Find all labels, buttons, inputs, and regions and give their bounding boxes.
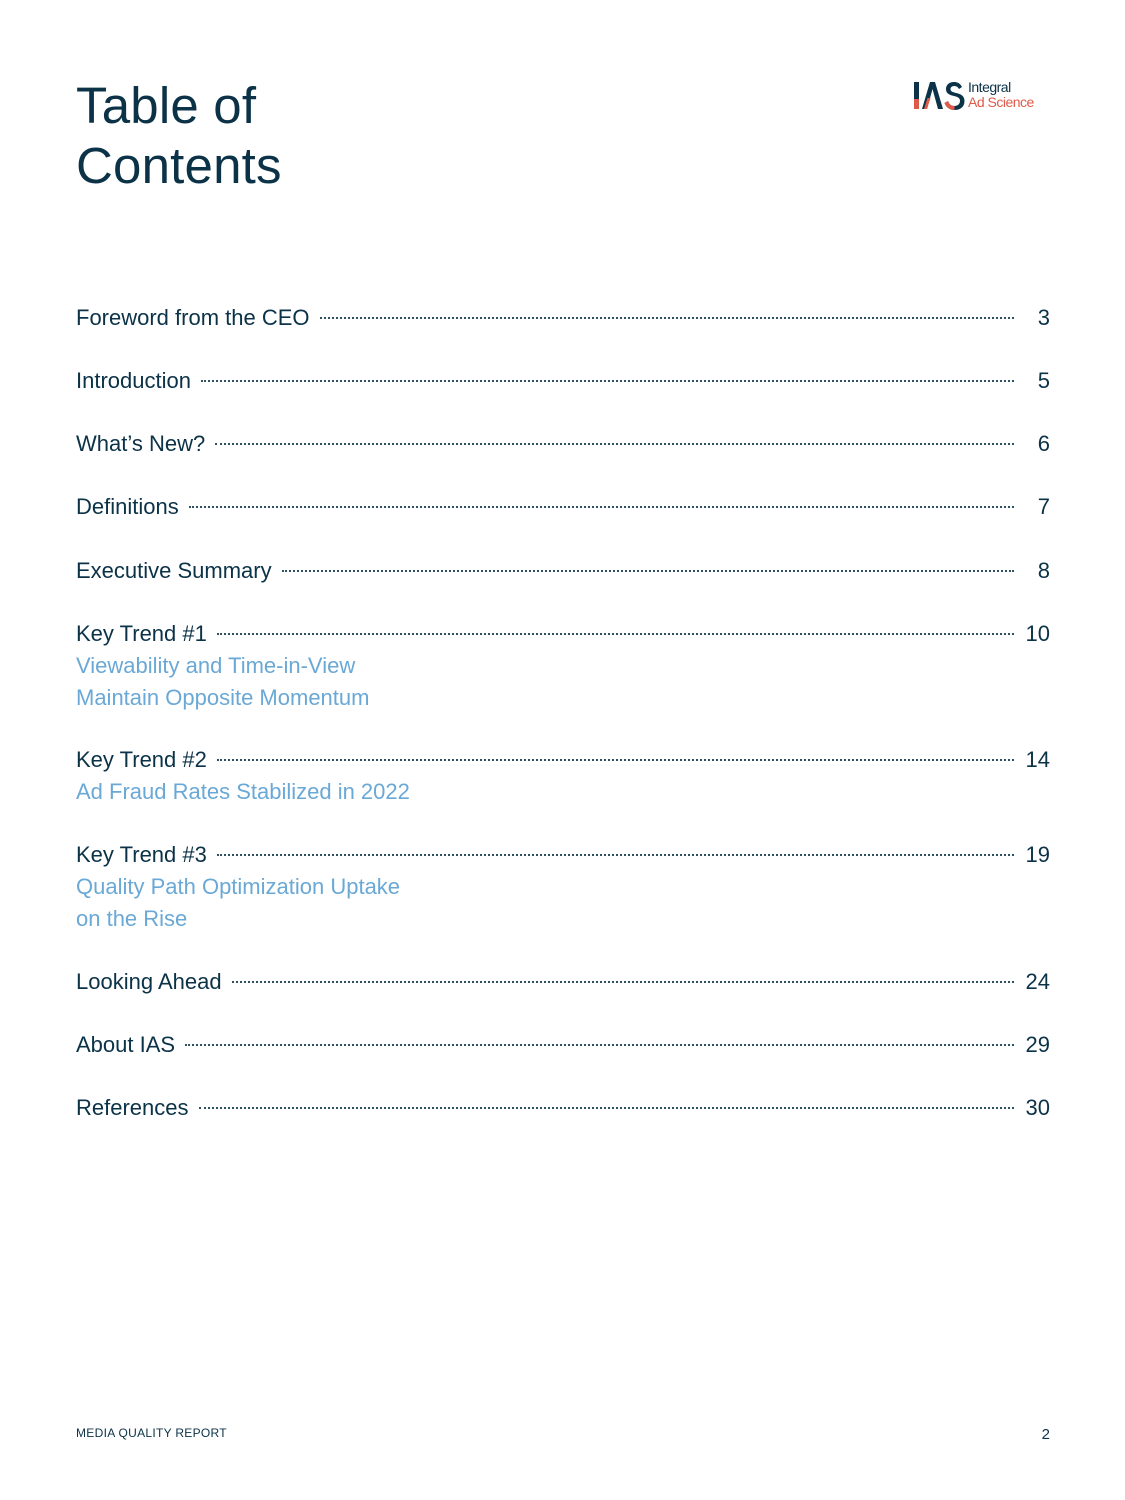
page-title-line-2: Contents <box>76 137 282 194</box>
toc-entry-label[interactable]: Key Trend #2 <box>76 747 207 772</box>
toc-entry-subtitle[interactable]: on the Rise <box>76 906 188 931</box>
dot-leader <box>320 317 1014 319</box>
dot-leader <box>282 570 1014 572</box>
toc-page-number[interactable]: 5 <box>1037 368 1050 393</box>
toc-entry-label[interactable]: Foreword from the CEO <box>76 305 310 330</box>
toc-entry-key-trend-1[interactable] <box>76 618 1050 714</box>
dot-leader <box>199 1107 1014 1109</box>
toc-page-number[interactable]: 19 <box>1025 842 1050 867</box>
dot-leader <box>217 633 1014 635</box>
toc-entry-key-trend-2[interactable] <box>76 744 1050 808</box>
toc-entry-looking-ahead[interactable] <box>76 966 1050 998</box>
footer-report-name: MEDIA QUALITY REPORT <box>76 1426 227 1440</box>
toc-entry-label[interactable]: References <box>76 1095 189 1120</box>
toc-entry-label[interactable]: Introduction <box>76 368 191 393</box>
toc-entry-whats-new[interactable] <box>76 428 1050 460</box>
toc-page-number[interactable]: 6 <box>1037 431 1050 456</box>
dot-leader <box>189 506 1014 508</box>
toc-entry-about-ias[interactable] <box>76 1029 1050 1061</box>
toc-entry-foreword[interactable] <box>76 302 1050 334</box>
dot-leader <box>232 981 1014 983</box>
logo-line-2: Ad Science <box>968 94 1034 110</box>
toc-page-number[interactable]: 7 <box>1037 494 1050 519</box>
toc-entry-subtitle[interactable]: Ad Fraud Rates Stabilized in 2022 <box>76 779 410 804</box>
toc-page-number[interactable]: 29 <box>1025 1032 1050 1057</box>
toc-entry-subtitle[interactable]: Quality Path Optimization Uptake <box>76 874 401 899</box>
ias-logo-mark <box>913 80 971 112</box>
dot-leader <box>217 854 1014 856</box>
toc-page-number[interactable]: 3 <box>1037 305 1050 330</box>
toc-entry-label[interactable]: Executive Summary <box>76 558 272 583</box>
toc-page-number[interactable]: 10 <box>1025 621 1050 646</box>
toc-page-number[interactable]: 8 <box>1037 558 1050 583</box>
toc-entry-executive-summary[interactable] <box>76 555 1050 587</box>
toc-page-number[interactable]: 24 <box>1025 969 1050 994</box>
footer-page-number: 2 <box>1041 1426 1050 1443</box>
toc-entry-label[interactable]: Key Trend #1 <box>76 621 207 646</box>
toc-page-number[interactable]: 30 <box>1025 1095 1050 1120</box>
ias-logo-wordmark <box>968 80 1034 110</box>
toc-entry-label[interactable]: About IAS <box>76 1032 176 1057</box>
toc-page-number[interactable]: 14 <box>1025 747 1050 772</box>
toc-entry-definitions[interactable] <box>76 491 1050 523</box>
dot-leader <box>217 759 1014 761</box>
toc-entry-label[interactable]: Key Trend #3 <box>76 842 207 867</box>
toc-entry-key-trend-3[interactable] <box>76 839 1050 935</box>
page-title-line-1: Table of <box>76 77 257 134</box>
dot-leader <box>185 1044 1014 1046</box>
toc-entry-label[interactable]: Definitions <box>76 494 179 519</box>
toc-entry-label[interactable]: What’s New? <box>76 431 206 456</box>
toc-entry-introduction[interactable] <box>76 365 1050 397</box>
ias-logo <box>913 80 1045 114</box>
dot-leader <box>215 443 1014 445</box>
toc-entry-label[interactable]: Looking Ahead <box>76 969 222 994</box>
logo-line-1: Integral <box>968 79 1011 95</box>
page-title <box>76 76 282 196</box>
toc-entry-subtitle[interactable]: Viewability and Time-in-View <box>76 653 356 678</box>
dot-leader <box>201 380 1014 382</box>
toc-entry-subtitle[interactable]: Maintain Opposite Momentum <box>76 685 370 710</box>
toc-entry-references[interactable] <box>76 1092 1050 1124</box>
